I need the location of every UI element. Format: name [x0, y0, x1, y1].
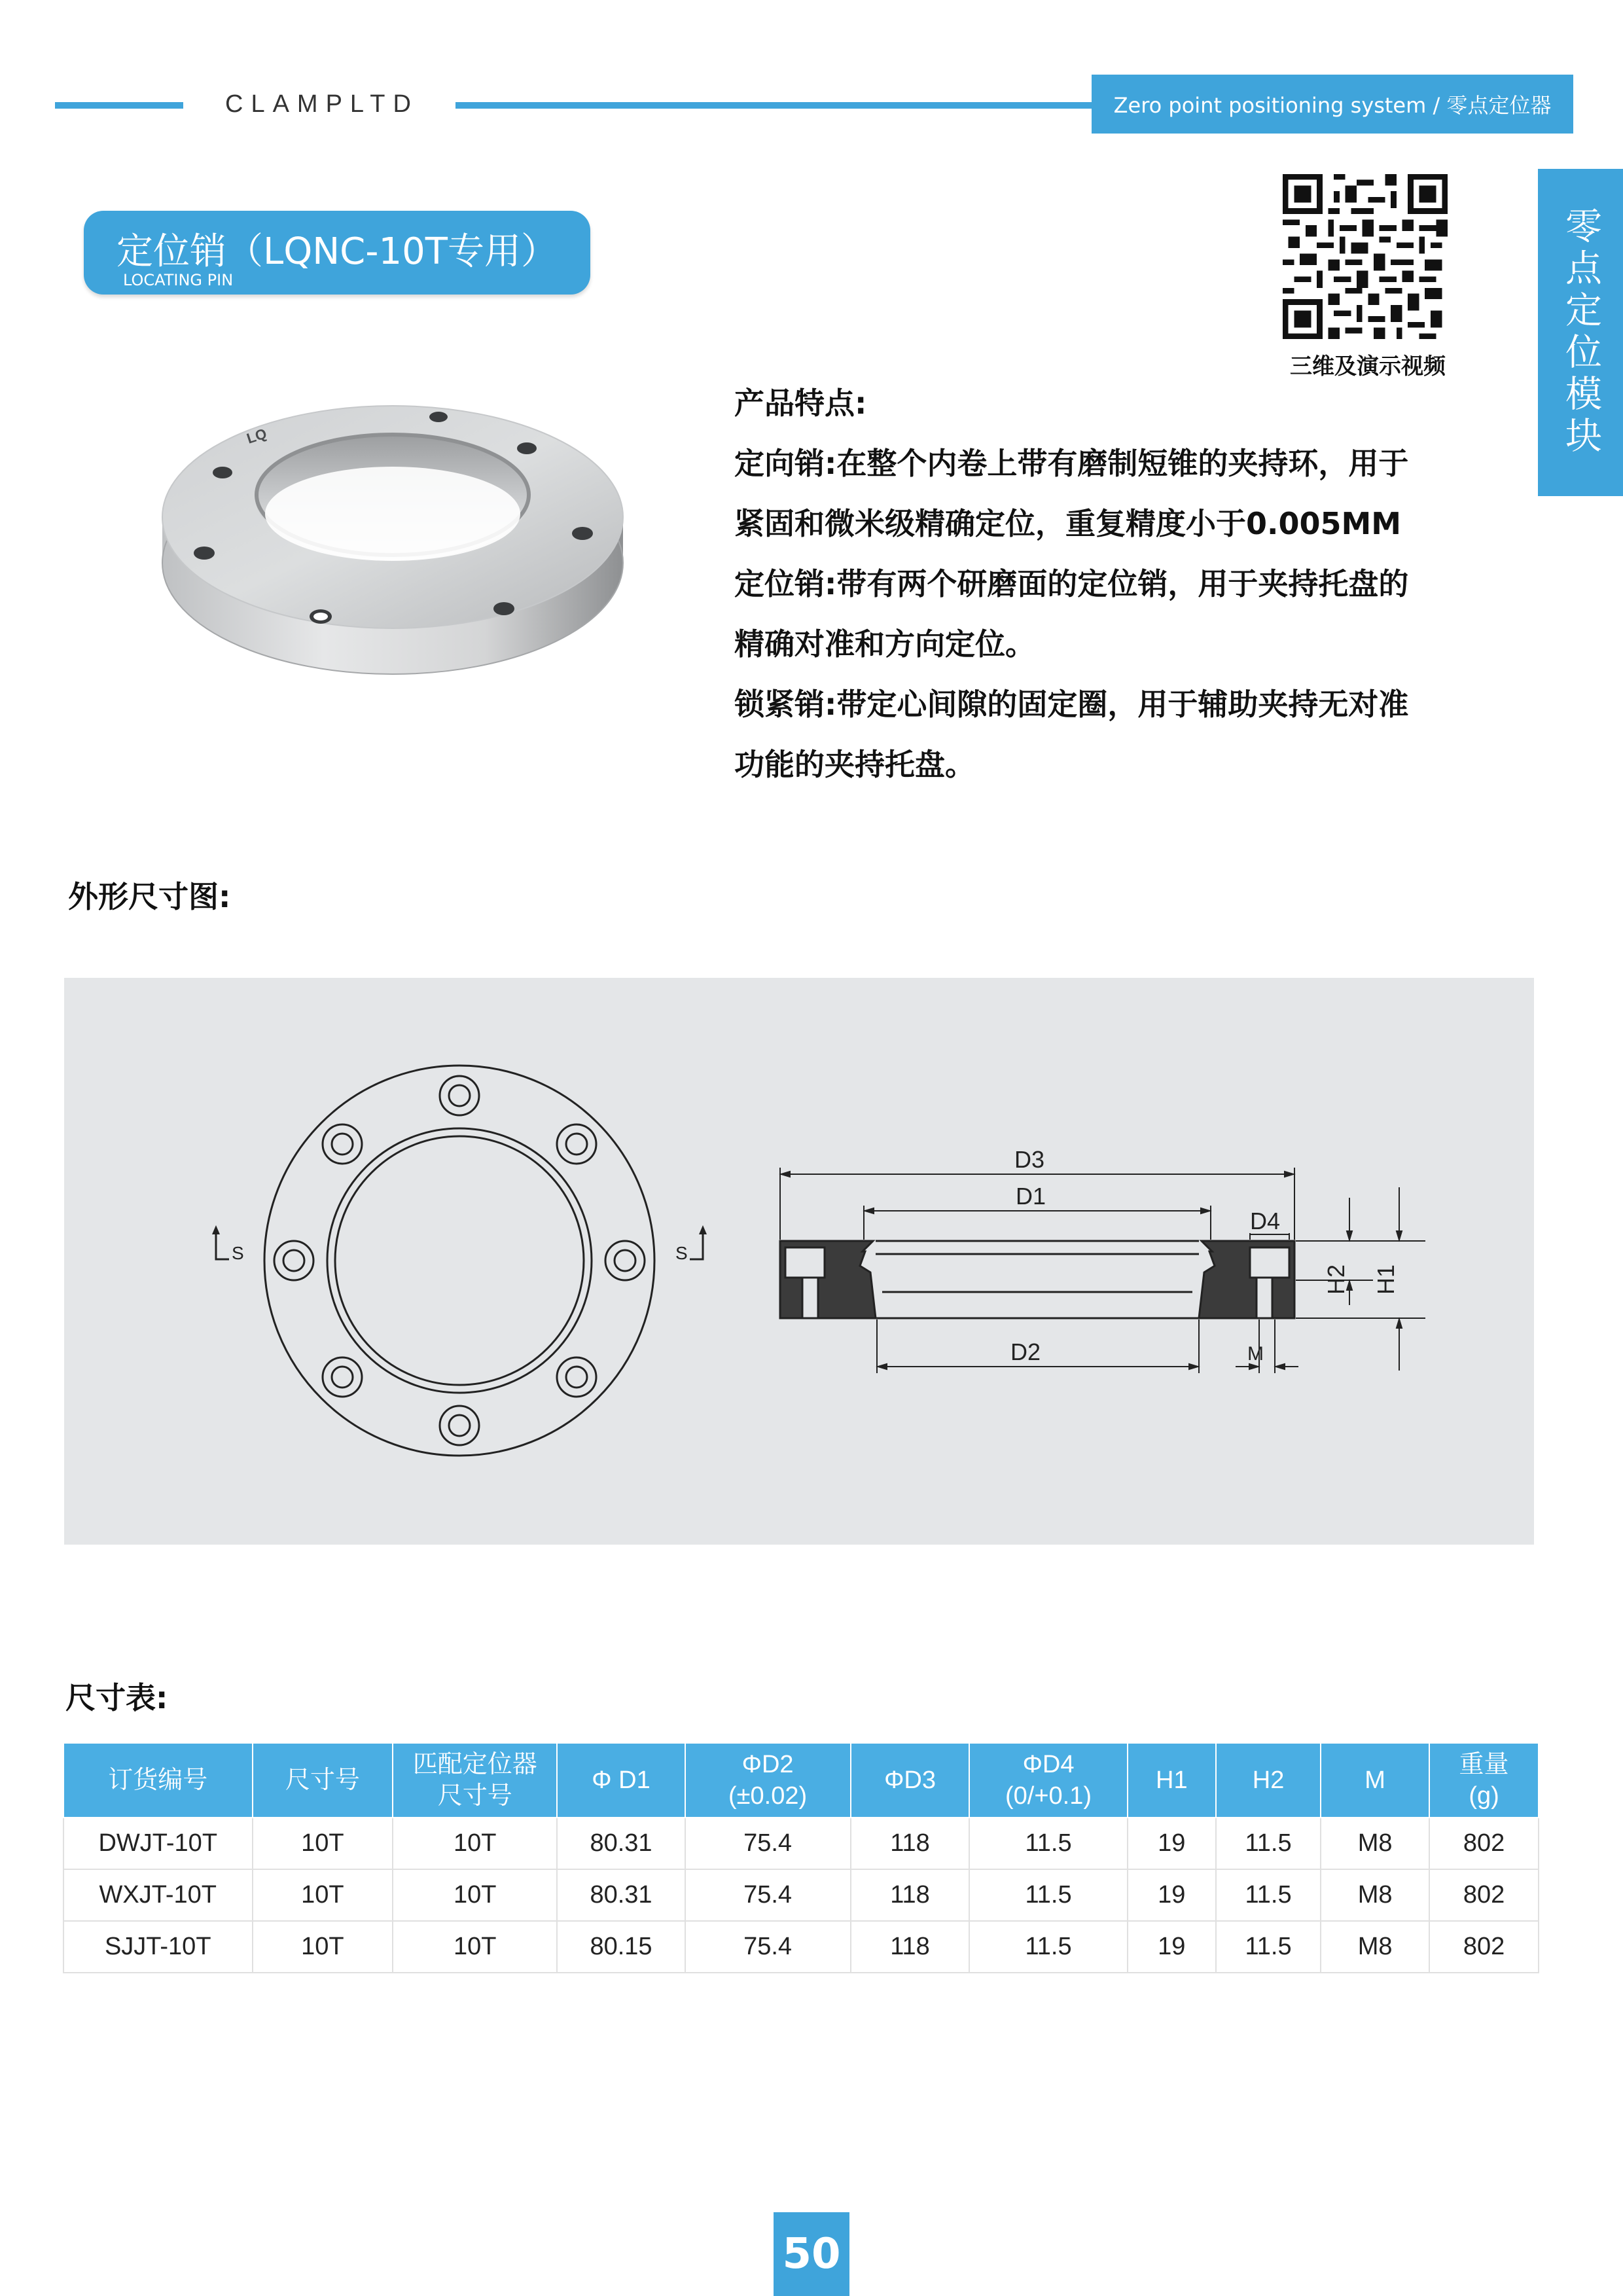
- table-cell: 19: [1128, 1869, 1216, 1921]
- dim-d4: D4: [1250, 1208, 1281, 1234]
- table-cell: 802: [1429, 1869, 1539, 1921]
- dim-d1: D1: [1016, 1183, 1046, 1210]
- table-row: [63, 1869, 1539, 1921]
- product-image: [151, 386, 635, 740]
- table-cell: DWJT-10T: [63, 1818, 253, 1869]
- table-cell: 11.5: [969, 1869, 1127, 1921]
- table-cell: 11.5: [969, 1818, 1127, 1869]
- table-cell: 75.4: [685, 1818, 851, 1869]
- table-cell: M8: [1321, 1869, 1429, 1921]
- col-d2: ΦD2 (±0.02): [685, 1743, 851, 1818]
- svg-text:LQ: LQ: [244, 425, 269, 447]
- table-cell: 75.4: [685, 1869, 851, 1921]
- col-d4: ΦD4 (0/+0.1): [969, 1743, 1127, 1818]
- feature-line: 定位销:带有两个研磨面的定位销，用于夹持托盘的: [734, 566, 1409, 601]
- table-cell: 10T: [393, 1869, 557, 1921]
- table-cell: M8: [1321, 1818, 1429, 1869]
- product-subtitle: LOCATING PIN: [123, 271, 234, 289]
- col-d1: Φ D1: [557, 1743, 685, 1818]
- table-cell: 118: [851, 1921, 970, 1973]
- col-d3: ΦD3: [851, 1743, 970, 1818]
- col-h2: H2: [1216, 1743, 1321, 1818]
- table-label: 尺寸表:: [65, 1680, 168, 1715]
- dim-h1: H1: [1372, 1264, 1399, 1295]
- table-cell: 11.5: [969, 1921, 1127, 1973]
- dim-d3: D3: [1014, 1146, 1045, 1173]
- table-cell: 10T: [393, 1818, 557, 1869]
- table-cell: 10T: [253, 1921, 393, 1973]
- dimension-drawing: [64, 978, 1534, 1545]
- col-size: 尺寸号: [253, 1743, 393, 1818]
- qr-code-icon: [1283, 174, 1448, 339]
- table-cell: 80.15: [557, 1921, 685, 1973]
- brand-name: CLAMPLTD: [225, 90, 419, 118]
- feature-line: 精确对准和方向定位。: [734, 626, 1035, 662]
- feature-line: 定向销:在整个内卷上带有磨制短锥的夹持环，用于: [734, 446, 1409, 481]
- table-cell: 802: [1429, 1818, 1539, 1869]
- table-cell: 10T: [253, 1818, 393, 1869]
- section-title: Zero point positioning system / 零点定位器: [1092, 75, 1573, 134]
- table-cell: 11.5: [1216, 1869, 1321, 1921]
- dimension-drawing-label: 外形尺寸图:: [68, 879, 231, 914]
- header-line-left: [55, 102, 183, 109]
- dim-h2: H2: [1323, 1264, 1349, 1295]
- table-cell: 19: [1128, 1818, 1216, 1869]
- feature-line: 锁紧销:带定心间隙的固定圈，用于辅助夹持无对准: [734, 687, 1409, 722]
- qr-caption: 三维及演示视频: [1290, 353, 1446, 380]
- table-cell: 802: [1429, 1921, 1539, 1973]
- table-cell: SJJT-10T: [63, 1921, 253, 1973]
- section-mark-left: S: [232, 1243, 244, 1263]
- table-row: [63, 1921, 1539, 1973]
- table-cell: 11.5: [1216, 1921, 1321, 1973]
- table-cell: 80.31: [557, 1869, 685, 1921]
- table-cell: 10T: [253, 1869, 393, 1921]
- col-order-no: 订货编号: [63, 1743, 253, 1818]
- table-cell: M8: [1321, 1921, 1429, 1973]
- table-cell: WXJT-10T: [63, 1869, 253, 1921]
- side-tab: [1538, 169, 1623, 496]
- dim-d2: D2: [1010, 1338, 1041, 1365]
- page-number: 50: [774, 2212, 849, 2296]
- product-title: 定位销（LQNC-10T专用）: [116, 230, 558, 273]
- feature-list: [734, 373, 1533, 795]
- feature-line: 功能的夹持托盘。: [734, 747, 975, 782]
- col-matching-size: 匹配定位器 尺寸号: [393, 1743, 557, 1818]
- product-title-pill: [84, 211, 590, 295]
- table-cell: 11.5: [1216, 1818, 1321, 1869]
- table-cell: 80.31: [557, 1818, 685, 1869]
- spec-table: [63, 1742, 1539, 1973]
- side-tab-label: 零点定位模块: [1560, 207, 1602, 458]
- table-cell: 118: [851, 1818, 970, 1869]
- table-cell: 19: [1128, 1921, 1216, 1973]
- section-mark-right: S: [675, 1243, 688, 1263]
- header-line-right: [455, 102, 1097, 109]
- col-h1: H1: [1128, 1743, 1216, 1818]
- col-m: M: [1321, 1743, 1429, 1818]
- table-cell: 75.4: [685, 1921, 851, 1973]
- table-header-row: [63, 1743, 1539, 1818]
- table-cell: 118: [851, 1869, 970, 1921]
- table-cell: 10T: [393, 1921, 557, 1973]
- dim-m: M: [1247, 1343, 1264, 1365]
- table-row: [63, 1818, 1539, 1869]
- feature-heading: 产品特点:: [734, 386, 867, 421]
- feature-line: 紧固和微米级精确定位，重复精度小于0.005MM: [734, 506, 1402, 541]
- col-weight: 重量 (g): [1429, 1743, 1539, 1818]
